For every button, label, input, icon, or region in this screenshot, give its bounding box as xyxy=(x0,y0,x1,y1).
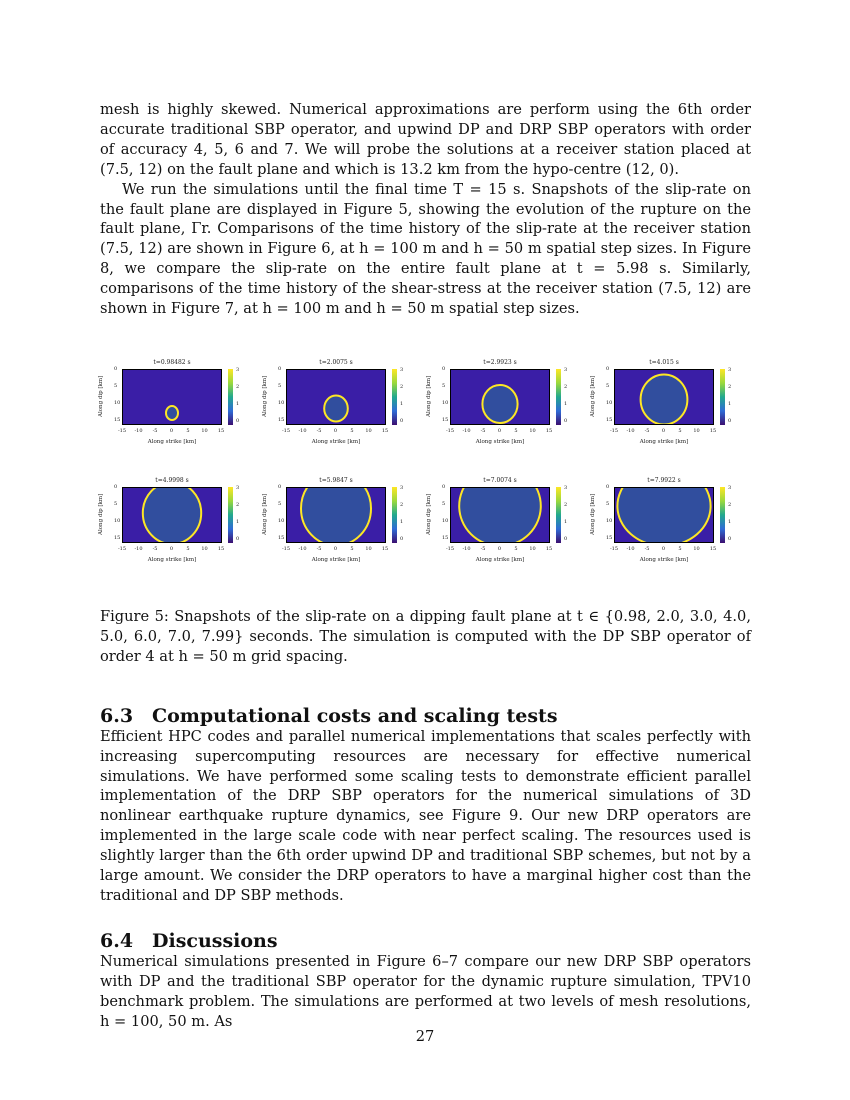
snapshot-panel xyxy=(592,477,750,577)
colorbar-tick-label: 3 xyxy=(236,484,240,491)
x-tick-label: 0 xyxy=(333,545,338,552)
x-tick-label: 10 xyxy=(693,427,700,434)
x-tick-label: -5 xyxy=(316,427,322,434)
colorbar xyxy=(392,369,397,425)
y-tick-label: 5 xyxy=(606,382,610,389)
x-tick-label: 5 xyxy=(350,545,354,552)
rupture-front xyxy=(482,385,517,423)
x-tick-label: 0 xyxy=(169,427,174,434)
y-tick-label: 0 xyxy=(442,483,446,490)
x-tick-label: -10 xyxy=(626,545,635,552)
colorbar-tick-label: 1 xyxy=(728,400,732,407)
x-tick-label: 0 xyxy=(497,427,502,434)
x-tick-label: 15 xyxy=(381,427,389,434)
section-6-4-body: Numerical simulations presented in Figure 6–7 compare our new DRP SBP operators with DP and the traditional SBP operator for the dynamic rupture simulation, TPV10 benchmark problem. The simulations are performed at two levels of mesh resolutions, h = 100, 50 m. As xyxy=(100,952,751,1030)
x-tick-label: 10 xyxy=(529,545,536,552)
y-tick-label: 5 xyxy=(114,382,118,389)
snapshot-panel xyxy=(428,359,586,459)
panel-title: t=7.9922 s xyxy=(647,476,681,484)
x-tick-label: -10 xyxy=(134,427,143,434)
y-tick-label: 10 xyxy=(606,399,613,406)
y-tick-label: 0 xyxy=(114,483,118,490)
x-axis-label: Along strike [km] xyxy=(475,556,525,563)
y-axis-label: Along dip [km] xyxy=(98,375,104,417)
colorbar-tick-label: 1 xyxy=(400,400,404,407)
x-tick-label: 10 xyxy=(365,427,372,434)
section-6-3-body: Efficient HPC codes and parallel numerical implementations that scales perfectly with increasing supercomputing resources are necessary for effective numerical simulations. We have performed some scaling tests to demonstrate efficient parallel implementation of the DRP SBP operators for the numerical simulations of 3D nonlinear earthquake rupture dynamics, see Figure 9. Our new DRP operators are implemented in the large scale code with near perfect scaling. The resources used is slightly larger than the 6th order upwind DP and traditional SBP schemes, but not by a large amount. We consider the DRP operators to have a marginal higher cost than the traditional and DP SBP methods. xyxy=(100,727,751,904)
y-tick-label: 5 xyxy=(114,500,118,507)
x-tick-label: 15 xyxy=(545,427,553,434)
panel-title: t=2.0075 s xyxy=(319,358,353,366)
y-tick-label: 15 xyxy=(442,416,449,423)
x-axis-label: Along strike [km] xyxy=(311,438,361,445)
slip-rate-plot xyxy=(450,369,550,425)
y-axis-label: Along dip [km] xyxy=(590,493,596,535)
y-axis-label: Along dip [km] xyxy=(262,375,268,417)
slip-rate-plot xyxy=(122,487,222,543)
rupture-front xyxy=(324,395,348,421)
paragraph-1: mesh is highly skewed. Numerical approximations are perform using the 6th order accurate traditional SBP operator, and upwind DP and DRP SBP operators with order of accuracy 4, 5, 6 and 7. We will probe the solutions at a receiver station placed at (7.5, 12) on the fault plane and which is 13.2 km from the hypo-centre (12, 0). xyxy=(100,101,751,178)
x-tick-label: 15 xyxy=(709,427,717,434)
colorbar-tick-label: 2 xyxy=(236,383,240,390)
y-tick-label: 15 xyxy=(114,534,121,541)
x-tick-label: -10 xyxy=(626,427,635,434)
section-heading-6-4 xyxy=(100,930,751,952)
panel-title: t=0.98482 s xyxy=(153,358,191,366)
x-tick-label: 5 xyxy=(350,427,354,434)
x-tick-label: 0 xyxy=(169,545,174,552)
x-tick-label: 10 xyxy=(365,545,372,552)
y-tick-label: 10 xyxy=(114,399,121,406)
y-tick-label: 0 xyxy=(606,483,610,490)
x-tick-label: -5 xyxy=(644,545,650,552)
x-tick-label: -10 xyxy=(462,545,471,552)
x-tick-label: 15 xyxy=(217,545,225,552)
colorbar xyxy=(556,369,561,425)
slip-rate-plot xyxy=(122,369,222,425)
colorbar-tick-label: 1 xyxy=(400,518,404,525)
x-tick-label: -15 xyxy=(117,427,127,434)
x-tick-label: 10 xyxy=(529,427,536,434)
figure-5 xyxy=(100,359,751,589)
y-tick-label: 10 xyxy=(442,517,449,524)
section-number: 6.4 xyxy=(100,929,134,952)
y-tick-label: 15 xyxy=(442,534,449,541)
x-axis-label: Along strike [km] xyxy=(639,438,689,445)
colorbar-tick-label: 1 xyxy=(728,518,732,525)
colorbar-tick-label: 0 xyxy=(236,535,240,542)
x-tick-label: -5 xyxy=(480,427,486,434)
x-tick-label: -5 xyxy=(152,427,158,434)
x-tick-label: 0 xyxy=(661,545,666,552)
snapshot-panel xyxy=(264,477,422,577)
slip-rate-plot xyxy=(450,487,550,543)
x-tick-label: -5 xyxy=(316,545,322,552)
x-tick-label: -10 xyxy=(134,545,143,552)
colorbar-tick-label: 2 xyxy=(564,383,568,390)
colorbar-tick-label: 2 xyxy=(400,501,404,508)
panel-title: t=4.015 s xyxy=(649,358,679,366)
y-tick-label: 10 xyxy=(278,399,285,406)
y-tick-label: 10 xyxy=(442,399,449,406)
y-tick-label: 15 xyxy=(606,416,613,423)
colorbar xyxy=(720,369,725,425)
colorbar-tick-label: 3 xyxy=(236,366,240,373)
x-axis-label: Along strike [km] xyxy=(147,556,197,563)
panel-title: t=4.9998 s xyxy=(155,476,189,484)
rupture-front xyxy=(166,406,178,420)
rupture-front xyxy=(143,488,201,542)
x-tick-label: 10 xyxy=(201,427,208,434)
panel-title: t=7.0074 s xyxy=(483,476,517,484)
x-tick-label: -15 xyxy=(445,427,455,434)
colorbar-tick-label: 1 xyxy=(564,518,568,525)
colorbar-tick-label: 3 xyxy=(728,366,732,373)
x-axis-label: Along strike [km] xyxy=(311,556,361,563)
y-tick-label: 0 xyxy=(114,365,118,372)
y-tick-label: 0 xyxy=(278,365,282,372)
colorbar-tick-label: 0 xyxy=(564,535,568,542)
x-tick-label: -10 xyxy=(298,427,307,434)
x-tick-label: 0 xyxy=(497,545,502,552)
section-title: Computational costs and scaling tests xyxy=(152,704,558,727)
colorbar-tick-label: 3 xyxy=(400,484,404,491)
colorbar-tick-label: 2 xyxy=(728,501,732,508)
x-tick-label: 5 xyxy=(514,427,518,434)
x-tick-label: 15 xyxy=(545,545,553,552)
colorbar xyxy=(556,487,561,543)
snapshot-panel xyxy=(428,477,586,577)
x-tick-label: 10 xyxy=(693,545,700,552)
x-axis-label: Along strike [km] xyxy=(639,556,689,563)
colorbar-tick-label: 2 xyxy=(564,501,568,508)
x-tick-label: 0 xyxy=(333,427,338,434)
y-tick-label: 15 xyxy=(606,534,613,541)
x-tick-label: -15 xyxy=(281,427,291,434)
colorbar-tick-label: 3 xyxy=(400,366,404,373)
section-number: 6.3 xyxy=(100,704,134,727)
x-tick-label: -5 xyxy=(644,427,650,434)
colorbar-tick-label: 0 xyxy=(728,535,732,542)
x-tick-label: -5 xyxy=(152,545,158,552)
x-tick-label: 15 xyxy=(217,427,225,434)
colorbar-tick-label: 1 xyxy=(564,400,568,407)
x-tick-label: 5 xyxy=(186,427,190,434)
x-tick-label: -10 xyxy=(298,545,307,552)
colorbar-tick-label: 2 xyxy=(236,501,240,508)
y-tick-label: 0 xyxy=(442,365,446,372)
x-tick-label: -15 xyxy=(281,545,291,552)
panel-title: t=2.9923 s xyxy=(483,358,517,366)
colorbar-tick-label: 3 xyxy=(564,484,568,491)
colorbar-tick-label: 0 xyxy=(728,417,732,424)
y-tick-label: 0 xyxy=(606,365,610,372)
colorbar-tick-label: 3 xyxy=(728,484,732,491)
x-tick-label: 5 xyxy=(186,545,190,552)
y-tick-label: 15 xyxy=(114,416,121,423)
y-axis-label: Along dip [km] xyxy=(426,375,432,417)
x-tick-label: 0 xyxy=(661,427,666,434)
snapshot-panel xyxy=(264,359,422,459)
y-tick-label: 5 xyxy=(606,500,610,507)
colorbar-tick-label: 1 xyxy=(236,400,240,407)
rupture-front xyxy=(617,488,710,542)
colorbar-tick-label: 3 xyxy=(564,366,568,373)
colorbar-tick-label: 0 xyxy=(400,417,404,424)
y-axis-label: Along dip [km] xyxy=(262,493,268,535)
colorbar xyxy=(228,369,233,425)
y-tick-label: 10 xyxy=(278,517,285,524)
y-axis-label: Along dip [km] xyxy=(590,375,596,417)
section-title: Discussions xyxy=(152,929,278,952)
x-tick-label: 15 xyxy=(709,545,717,552)
colorbar-tick-label: 0 xyxy=(564,417,568,424)
colorbar-tick-label: 0 xyxy=(236,417,240,424)
x-axis-label: Along strike [km] xyxy=(475,438,525,445)
panel-title: t=5.9847 s xyxy=(319,476,353,484)
page-content xyxy=(100,100,751,1031)
colorbar xyxy=(392,487,397,543)
slip-rate-plot xyxy=(286,369,386,425)
figure-caption: Figure 5: Snapshots of the slip-rate on a dipping fault plane at t ∈ {0.98, 2.0, 3.0, 4.0, 5.0, 6.0, 7.0, 7.99} seconds. The simulation is computed with the DP SBP operator of order 4 at h = 50 m grid spacing. xyxy=(100,607,751,665)
x-tick-label: 15 xyxy=(381,545,389,552)
x-tick-label: -15 xyxy=(445,545,455,552)
x-tick-label: 5 xyxy=(514,545,518,552)
section-heading-6-3 xyxy=(100,705,751,727)
y-tick-label: 15 xyxy=(278,416,285,423)
rupture-front xyxy=(301,488,371,542)
colorbar-tick-label: 2 xyxy=(728,383,732,390)
y-axis-label: Along dip [km] xyxy=(98,493,104,535)
snapshot-panel xyxy=(592,359,750,459)
paragraph-2: We run the simulations until the final time T = 15 s. Snapshots of the slip-rate on the fault plane are displayed in Figure 5, showing the evolution of the rupture on the fault plane, Γr. Comparisons of the time history of the slip-rate at the receiver station (7.5, 12) are shown in Figure 6, at h = 100 m and h = 50 m spatial step sizes. In Figure 8, we compare the slip-rate on the entire fault plane at t = 5.98 s. Similarly, comparisons of the time history of the shear-stress at the receiver station (7.5, 12) are shown in Figure 7, at h = 100 m and h = 50 m spatial step sizes. xyxy=(100,180,751,318)
snapshot-panel xyxy=(100,359,258,459)
y-tick-label: 10 xyxy=(606,517,613,524)
y-tick-label: 15 xyxy=(278,534,285,541)
x-tick-label: -15 xyxy=(117,545,127,552)
x-tick-label: -15 xyxy=(609,545,619,552)
y-tick-label: 0 xyxy=(278,483,282,490)
x-tick-label: 10 xyxy=(201,545,208,552)
x-tick-label: -10 xyxy=(462,427,471,434)
rupture-front xyxy=(459,488,541,542)
y-tick-label: 5 xyxy=(278,500,282,507)
colorbar xyxy=(720,487,725,543)
x-tick-label: 5 xyxy=(678,545,682,552)
y-tick-label: 10 xyxy=(114,517,121,524)
x-tick-label: -5 xyxy=(480,545,486,552)
y-tick-label: 5 xyxy=(442,382,446,389)
slip-rate-plot xyxy=(614,487,714,543)
slip-rate-plot xyxy=(614,369,714,425)
y-tick-label: 5 xyxy=(442,500,446,507)
colorbar-tick-label: 2 xyxy=(400,383,404,390)
slip-rate-plot xyxy=(286,487,386,543)
rupture-front xyxy=(641,374,688,424)
snapshot-panel xyxy=(100,477,258,577)
x-tick-label: 5 xyxy=(678,427,682,434)
y-axis-label: Along dip [km] xyxy=(426,493,432,535)
x-axis-label: Along strike [km] xyxy=(147,438,197,445)
colorbar xyxy=(228,487,233,543)
y-tick-label: 5 xyxy=(278,382,282,389)
colorbar-tick-label: 0 xyxy=(400,535,404,542)
colorbar-tick-label: 1 xyxy=(236,518,240,525)
page-number: 27 xyxy=(415,1028,435,1045)
x-tick-label: -15 xyxy=(609,427,619,434)
